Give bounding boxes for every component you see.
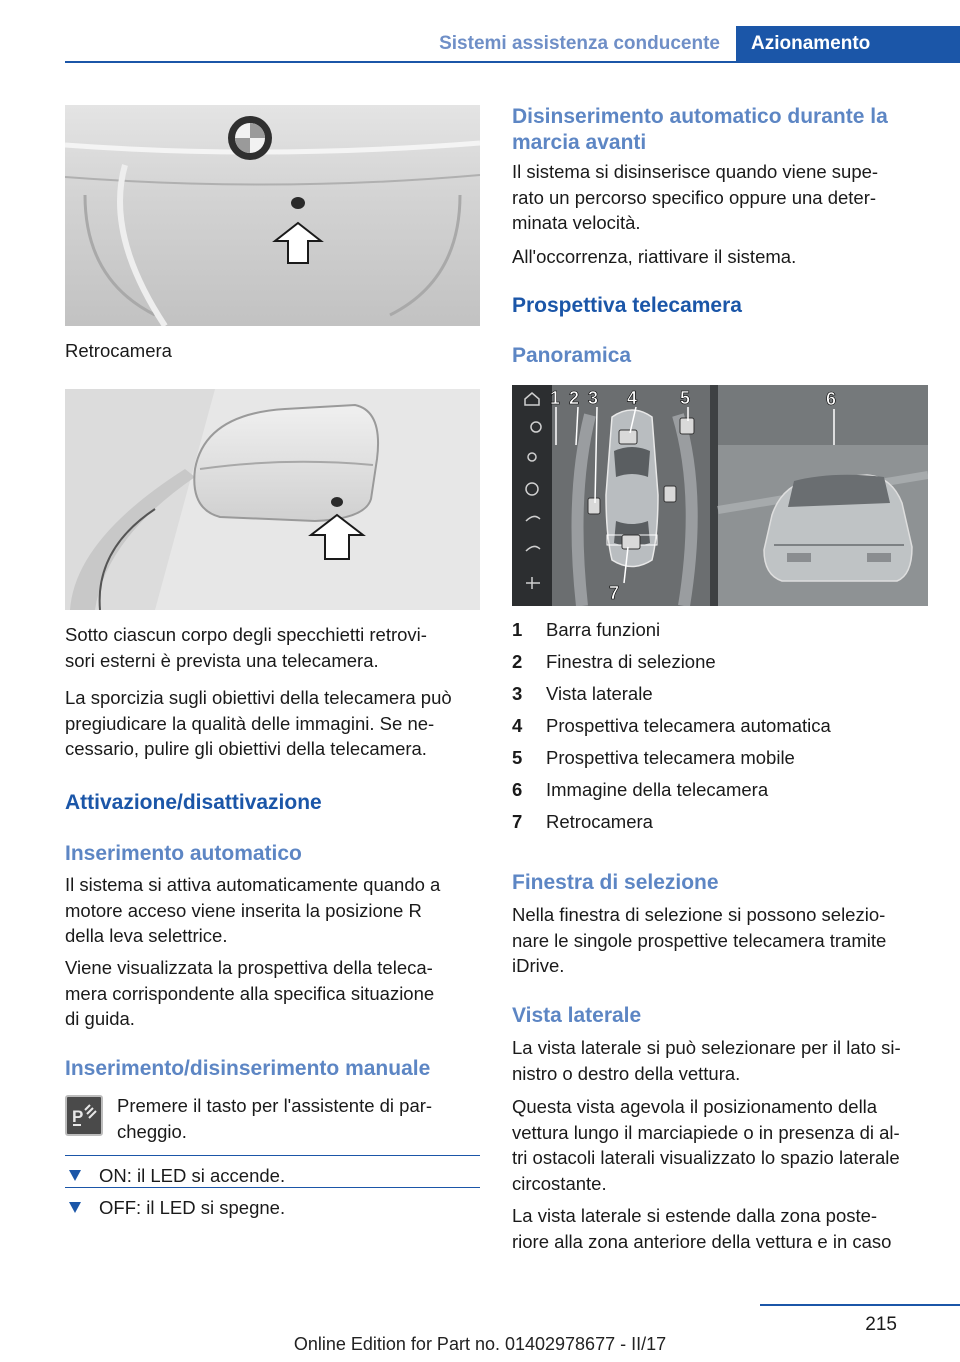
heading-activation: Attivazione/disattivazione: [65, 791, 322, 814]
legend-label: Retrocamera: [546, 811, 653, 832]
view-text: [65, 955, 480, 1032]
footer-rule: [760, 1304, 960, 1306]
legend-number: 1: [512, 619, 523, 640]
legend-label: Barra funzioni: [546, 619, 661, 640]
text-line: Sotto ciascun corpo degli specchietti retrovi-: [65, 624, 427, 645]
legend-number: 6: [512, 779, 523, 800]
figure-number: 6: [826, 389, 837, 409]
rear-camera-figure: [65, 105, 480, 326]
side-view-text: [512, 1035, 928, 1086]
legend-item: [512, 649, 928, 674]
text-line: della leva selettrice.: [65, 925, 228, 946]
side-view-text-2: [512, 1094, 928, 1196]
text-line: motore acceso viene inserita la posizione R: [65, 899, 422, 921]
legend-label: Prospettiva telecamera mobile: [546, 747, 795, 768]
legend-item: [512, 617, 928, 642]
header-rule: [65, 61, 960, 63]
legend-number: 7: [512, 811, 523, 832]
legend-item: [512, 681, 928, 706]
legend-label: Vista laterale: [546, 683, 653, 704]
mirror-camera-figure: [65, 389, 480, 610]
text-line: nare le singole prospettive telecamera tramite: [512, 929, 887, 951]
heading-line: Disinserimento automatico durante la: [512, 105, 888, 128]
bullet-separator: [65, 1187, 480, 1188]
heading-overview: Panoramica: [512, 344, 632, 367]
heading-perspective: Prospettiva telecamera: [512, 294, 742, 317]
heading-line: marcia avanti: [512, 131, 647, 154]
edition-note: Online Edition for Part no. 01402978677 - II/17: [293, 1334, 667, 1354]
text-line: La sporcizia sugli obiettivi della telecamera può: [65, 687, 452, 708]
text-line: riore alla zona anteriore della vettura e in caso: [512, 1230, 892, 1252]
bullet-item-off: [65, 1195, 480, 1220]
legend-number: 5: [512, 747, 523, 768]
figure-number: 4: [627, 388, 638, 408]
reactivate-text: All'occorrenza, riattivare il sistema.: [512, 246, 797, 267]
bullet-text: OFF: il LED si spegne.: [99, 1197, 286, 1218]
legend-item: [512, 713, 928, 738]
rear-camera-caption: Retrocamera: [65, 340, 172, 361]
bullet-text: ON: il LED si accende.: [99, 1165, 286, 1186]
page-number: 215: [865, 1314, 897, 1335]
park-assist-button-icon: [65, 1095, 103, 1136]
header-chapter-tab: Azionamento: [736, 26, 960, 61]
legend-label: Immagine della telecamera: [546, 779, 769, 800]
text-line: mera corrispondente alla specifica situazione: [65, 982, 435, 1004]
text-line: vettura lungo il marciapiede o in presenza di al-: [512, 1121, 900, 1143]
figure-number: 7: [609, 583, 620, 603]
legend-label: Prospettiva telecamera automatica: [546, 715, 831, 736]
bullet-item-on: [65, 1163, 480, 1188]
text-line: La vista laterale si estende dalla zona poste-: [512, 1205, 878, 1226]
triangle-bullet-icon: [69, 1170, 81, 1181]
legend-item: [512, 745, 928, 770]
mirror-camera-text: [65, 622, 480, 673]
text-line: minata velocità.: [512, 212, 641, 233]
triangle-bullet-icon: [69, 1202, 81, 1213]
text-line: Nella finestra di selezione si possono selezio-: [512, 904, 886, 925]
legend-label: Finestra di selezione: [546, 651, 716, 672]
text-line: nistro o destro della vettura.: [512, 1062, 741, 1084]
heading-selection-window: Finestra di selezione: [512, 871, 719, 894]
text-line: pregiudicare la qualità delle immagini. Se ne-: [65, 712, 435, 734]
dirt-warning-text: [65, 685, 480, 762]
auto-off-text: [512, 159, 928, 236]
figure-number: 2: [569, 388, 580, 408]
text-line: sori esterni è prevista una telecamera.: [65, 649, 379, 671]
figure-number: 5: [680, 388, 691, 408]
auto-on-text: [65, 872, 480, 949]
header-section-tab: Sistemi assistenza conducente: [439, 33, 720, 54]
legend-item: [512, 809, 928, 834]
camera-overview-figure: [512, 385, 928, 606]
heading-side-view: Vista laterale: [512, 1004, 642, 1027]
legend-number: 3: [512, 683, 523, 704]
text-line: di guida.: [65, 1008, 135, 1029]
text-line: Il sistema si disinserisce quando viene supe-: [512, 161, 879, 182]
button-instruction-text: [117, 1093, 480, 1144]
legend-number: 2: [512, 651, 523, 672]
text-line: Questa vista agevola il posizionamento della: [512, 1096, 878, 1117]
legend-number: 4: [512, 715, 523, 736]
svg-text:P: P: [72, 1107, 84, 1126]
text-line: Viene visualizzata la prospettiva della teleca-: [65, 957, 433, 978]
selection-window-text: [512, 902, 928, 979]
text-line: La vista laterale si può selezionare per il lato si-: [512, 1037, 901, 1058]
heading-auto-off: [512, 104, 928, 156]
heading-manual: Inserimento/disinserimento manuale: [65, 1057, 431, 1080]
text-line: cheggio.: [117, 1120, 187, 1142]
heading-auto-on: Inserimento automatico: [65, 842, 302, 865]
side-view-text-3: [512, 1203, 928, 1254]
legend-item: [512, 777, 928, 802]
text-line: iDrive.: [512, 955, 565, 976]
figure-number: 1: [550, 388, 561, 408]
text-line: circostante.: [512, 1172, 607, 1194]
figure-number: 3: [588, 388, 599, 408]
text-line: Il sistema si attiva automaticamente quando a: [65, 874, 441, 895]
text-line: rato un percorso specifico oppure una deter-: [512, 186, 877, 208]
text-line: cessario, pulire gli obiettivi della telecamera.: [65, 738, 427, 759]
text-line: Premere il tasto per l'assistente di par-: [117, 1095, 433, 1116]
bullet-separator: [65, 1155, 480, 1156]
text-line: tri ostacoli laterali visualizzato lo spazio laterale: [512, 1147, 900, 1168]
